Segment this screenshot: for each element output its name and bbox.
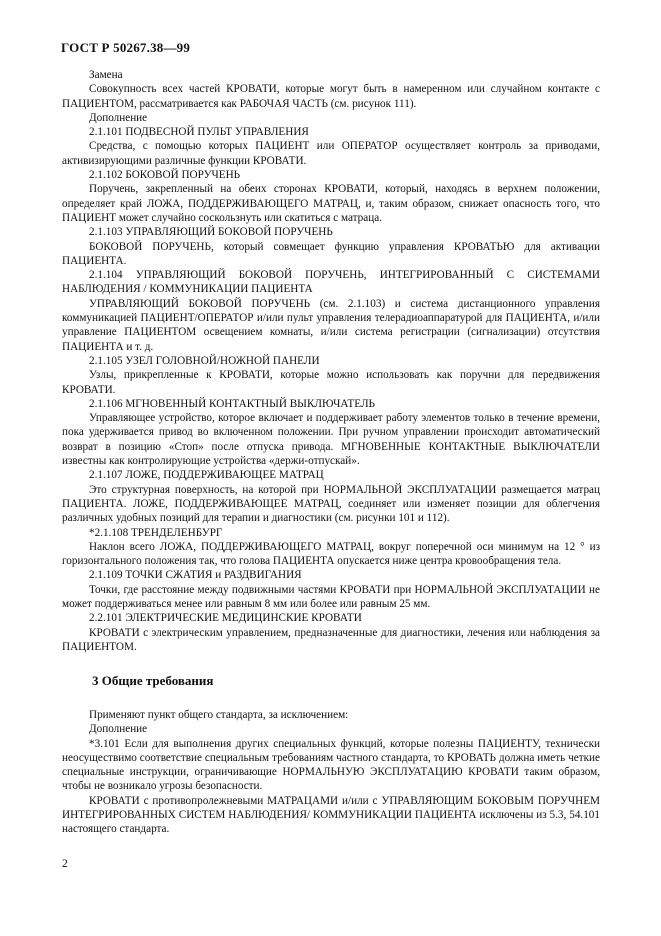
- paragraph: Применяют пункт общего стандарта, за исключением:: [89, 709, 349, 721]
- term-heading: *2.1.108 ТРЕНДЕЛЕНБУРГ: [89, 526, 223, 539]
- paragraph: УПРАВЛЯЮЩИЙ БОКОВОЙ ПОРУЧЕНЬ (см. 2.1.103) и система дистанционного управления коммуникацией ПАЦИЕНТ/ОПЕРАТОР и/или пульт управления телерадиоаппаратурой для ПАЦИЕНТА, и/или управление ПАЦИЕНТОМ освещением комнаты, и/или система регистрации (сигнализации) отсутствия ПАЦИЕНТА и т. д.: [62, 297, 600, 353]
- paragraph: Точки, где расстояние между подвижными частями КРОВАТИ при НОРМАЛЬНОЙ ЭКСПЛУАТАЦИИ не может поддерживаться менее или равным 8 мм или более или равным 25 мм.: [62, 583, 600, 610]
- term-heading: 2.1.105 УЗЕЛ ГОЛОВНОЙ/НОЖНОЙ ПАНЕЛИ: [89, 354, 320, 367]
- paragraph: Поручень, закрепленный на обеих сторонах КРОВАТИ, который, находясь в верхнем положении, определяет край ЛОЖА, ПОДДЕРЖИВАЮЩЕГО МАТРАЦ, и, таким образом, снижает опасность того, что ПАЦИЕНТ может случайно соскользнуть или скатиться с матраца.: [62, 183, 600, 224]
- paragraph: БОКОВОЙ ПОРУЧЕНЬ, который совмещает функцию управления КРОВАТЬЮ для активации ПАЦИЕНТА.: [62, 240, 600, 267]
- paragraph: Замена: [89, 69, 123, 81]
- term-heading: 2.1.106 МГНОВЕННЫЙ КОНТАКТНЫЙ ВЫКЛЮЧАТЕЛЬ: [89, 397, 375, 410]
- term-heading: 2.1.101 ПОДВЕСНОЙ ПУЛЬТ УПРАВЛЕНИЯ: [89, 126, 309, 139]
- page-number: 2: [62, 858, 68, 870]
- paragraph: Узлы, прикрепленные к КРОВАТИ, которые можно использовать как поручни для передвижения КРОВАТИ.: [62, 369, 600, 396]
- term-heading: 2.1.104 УПРАВЛЯЮЩИЙ БОКОВОЙ ПОРУЧЕНЬ, ИНТЕГРИРОВАННЫЙ С СИСТЕМАМИ НАБЛЮДЕНИЯ / КОММУНИКАЦИИ ПАЦИЕНТА: [62, 269, 600, 296]
- term-heading: 2.1.107 ЛОЖЕ, ПОДДЕРЖИВАЮЩЕЕ МАТРАЦ: [89, 469, 324, 482]
- paragraph: *3.101 Если для выполнения других специальных функций, которые полезны ПАЦИЕНТУ, технически неосуществимо соответствие специальным требованиям частного стандарта, то КРОВАТЬ должна иметь четкие специальные инструкции, ограничивающие НОРМАЛЬНУЮ ЭКСПЛУАТАЦИЮ КРОВАТИ таким образом, чтобы не возникало угрозы безопасности.: [62, 737, 600, 793]
- standard-header: ГОСТ Р 50267.38—99: [61, 40, 191, 55]
- paragraph: Это структурная поверхность, на которой при НОРМАЛЬНОЙ ЭКСПЛУАТАЦИИ размещается матрац ПАЦИЕНТА. ЛОЖЕ, ПОДДЕРЖИВАЮЩЕЕ МАТРАЦ, соединяет или изменяет позиции для облегчения различных удобных позиций для терапии и диагностики (см. рисунки 101 и 112).: [62, 483, 600, 525]
- paragraph: КРОВАТИ с электрическим управлением, предназначенные для диагностики, лечения или наблюдения за ПАЦИЕНТОМ.: [62, 626, 600, 653]
- paragraph: Управляющее устройство, которое включает и поддерживает работу элементов только в течение времени, пока удерживается привод во включенном положении. При ручном управлении происходит автоматический возврат в позицию «Стоп» после отпуска привода. МГНОВЕННЫЕ КОНТАКТНЫЕ ВЫКЛЮЧАТЕЛИ известны как контролирующие устройства «держи-отпускай».: [62, 412, 600, 468]
- definitions-block: [62, 68, 600, 654]
- paragraph: КРОВАТИ с противопролежневыми МАТРАЦАМИ и/или с УПРАВЛЯЮЩИМ БОКОВЫМ ПОРУЧНЕМ ИНТЕГРИРОВАННЫХ СИСТЕМ НАБЛЮДЕНИЯ/ КОММУНИКАЦИИ ПАЦИЕНТА исключены из 5.3, 54.101 настоящего стандарта.: [62, 794, 600, 836]
- paragraph: Средства, с помощью которых ПАЦИЕНТ или ОПЕРАТОР осуществляет контроль за приводами, активизирующими различные функции КРОВАТИ.: [62, 140, 600, 167]
- term-heading: 2.1.102 БОКОВОЙ ПОРУЧЕНЬ: [89, 169, 241, 182]
- paragraph: Совокупность всех частей КРОВАТИ, которые могут быть в намеренном или случайном контакте с ПАЦИЕНТОМ, рассматривается как РАБОЧАЯ ЧАСТЬ (см. рисунок 111).: [62, 83, 600, 110]
- term-heading: 2.1.109 ТОЧКИ СЖАТИЯ и РАЗДВИГАНИЯ: [89, 569, 302, 582]
- paragraph: Наклон всего ЛОЖА, ПОДДЕРЖИВАЮЩЕГО МАТРАЦ, вокруг поперечной оси минимум на 12 ° из горизонтального положения так, что голова ПАЦИЕНТА опускается ниже центра кровообращения тела.: [62, 540, 600, 568]
- term-heading: 2.1.103 УПРАВЛЯЮЩИЙ БОКОВОЙ ПОРУЧЕНЬ: [89, 226, 333, 239]
- paragraph: Дополнение: [89, 723, 148, 736]
- term-heading: 2.2.101 ЭЛЕКТРИЧЕСКИЕ МЕДИЦИНСКИЕ КРОВАТИ: [89, 612, 362, 625]
- section-body: [62, 708, 600, 837]
- section-heading: 3 Общие требования: [92, 673, 214, 688]
- paragraph: Дополнение: [89, 111, 148, 124]
